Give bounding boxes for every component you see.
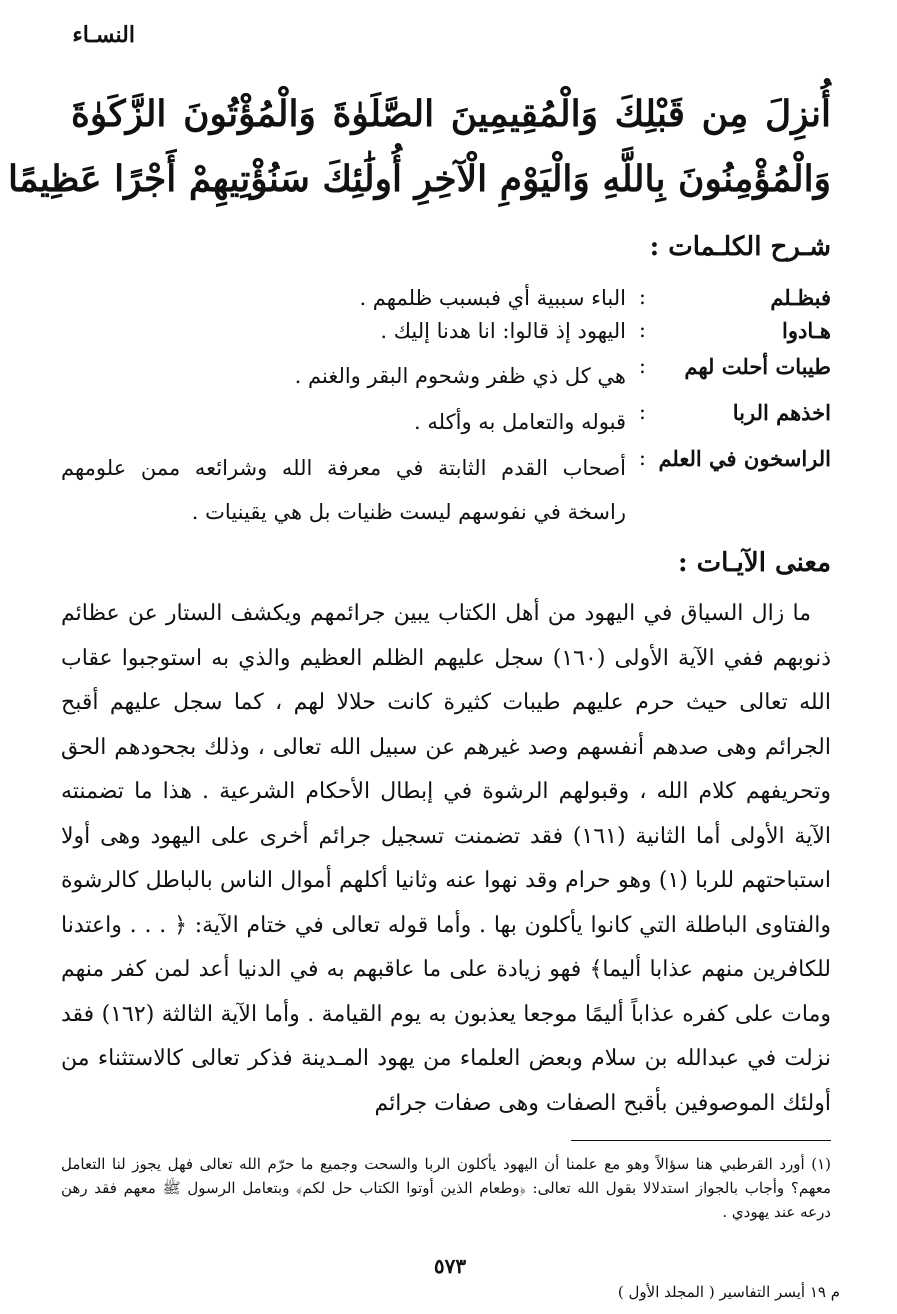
page-number: ٥٧٣ — [433, 1254, 467, 1278]
glossary-definition: قبوله والتعامل به وأكله . — [414, 410, 626, 434]
glossary-definition: الباء سببية أي فبسبب ظلمهم . — [359, 286, 626, 310]
glossary-separator: : — [638, 318, 646, 342]
glossary-term: اخذهم الربا — [732, 400, 831, 425]
glossary-term: فبظـلم — [770, 285, 831, 310]
verse-line-2 — [7, 158, 831, 206]
verse-line-1: أُنزِلَ مِن قَبْلِكَ وَالْمُقِيمِينَ الصَّلَوٰةَ وَالْمُؤْتُونَ الزَّكَوٰةَ — [71, 93, 831, 135]
glossary-definition: اليهود إذ قالوا: انا هدنا إليك . — [380, 319, 626, 343]
footnote: (١) أورد القرطبي هنا سؤالاً وهو مع علمنا أن اليهود يأكلون الربا والسحت وجميع ما حرّم الله تعالى فهل يجوز لنا التعامل معهم؟ وأجاب بالجواز استدلالا بقول الله تعالى: ﴿وطعام الذين أوتوا الكتاب حل لكم﴾ وبتعامل الرسول ﷺ معهم فقد رهن درعه عند يهودي . — [61, 1155, 831, 1221]
glossary-separator: : — [638, 446, 646, 470]
glossary-separator: : — [638, 354, 646, 378]
glossary-term: الراسخون في العلم — [658, 446, 831, 471]
printer-signature: م ١٩ أيسر التفاسير ( المجلد الأول ) — [617, 1283, 840, 1301]
glossary-definition: أصحاب القدم الثابتة في معرفة الله وشرائعه ممن علومهم راسخة في نفوسهم ليست ظنيات بل هي يقينيات . — [61, 456, 626, 524]
verses-meaning-heading: معنى الآيـات : — [678, 548, 831, 578]
glossary-separator: : — [638, 400, 646, 424]
glossary-definition: هي كل ذي ظفر وشحوم البقر والغنم . — [294, 364, 626, 388]
verse-line-2-text: وَالْمُؤْمِنُونَ بِاللَّهِ وَالْيَوْمِ الْآخِرِ أُولَٰئِكَ سَنُؤْتِيهِمْ أَجْرًا عَظِيمًا — [7, 158, 831, 200]
glossary-term: هـادوا — [782, 318, 831, 343]
words-explanation-heading: شـرح الكلـمات : — [649, 232, 831, 262]
footnote-divider — [571, 1140, 831, 1141]
glossary-separator: : — [638, 285, 646, 309]
commentary-body — [61, 592, 831, 1126]
surah-header: النسـاء — [72, 22, 135, 48]
glossary-term: طيبات أحلت لهم — [684, 354, 831, 379]
commentary-paragraph: ما زال السياق في اليهود من أهل الكتاب يبين جرائمهم ويكشف الستار عن عظائم ذنوبهم ففي الآية الأولى (١٦٠) سجل عليهم الظلم العظيم والذي به استوجبوا عقاب الله تعالى حيث حرم عليهم طيبات كثيرة كانت حلالا لهم ، كما سجل عليهم أقبح الجرائم وهى صدهم أنفسهم وصد غيرهم عن سبيل الله تعالى ، وذلك بجحودهم الحق وتحريفهم كلام الله ، وقبولهم الرشوة في إبطال الأحكام الشرعية . هذا ما تضمنته الآية الأولى أما الثانية (١٦١) فقد تضمنت تسجيل جرائم أخرى على اليهود وهى أولا استباحتهم للربا (١) وهو حرام وقد نهوا عنه وثانيا أكلهم أموال الناس بالباطل كالرشوة والفتاوى الباطلة التي كانوا يأكلون بها . وأما قوله تعالى في ختام الآية: ﴿ . . . واعتدنا للكافرين منهم عذابا أليما﴾ فهو زيادة على ما عاقبهم به في الدنيا أعد لمن كفر منهم ومات على كفره عذاباً أليمًا موجعا يعذبون به يوم القيامة . وأما الآية الثالثة (١٦٢) فقد نزلت في عبدالله بن سلام وبعض العلماء من يهود المـدينة فذكر تعالى كالاستثناء من أولئك الموصوفين بأقبح الصفات وهى صفات جرائم — [61, 601, 832, 1116]
